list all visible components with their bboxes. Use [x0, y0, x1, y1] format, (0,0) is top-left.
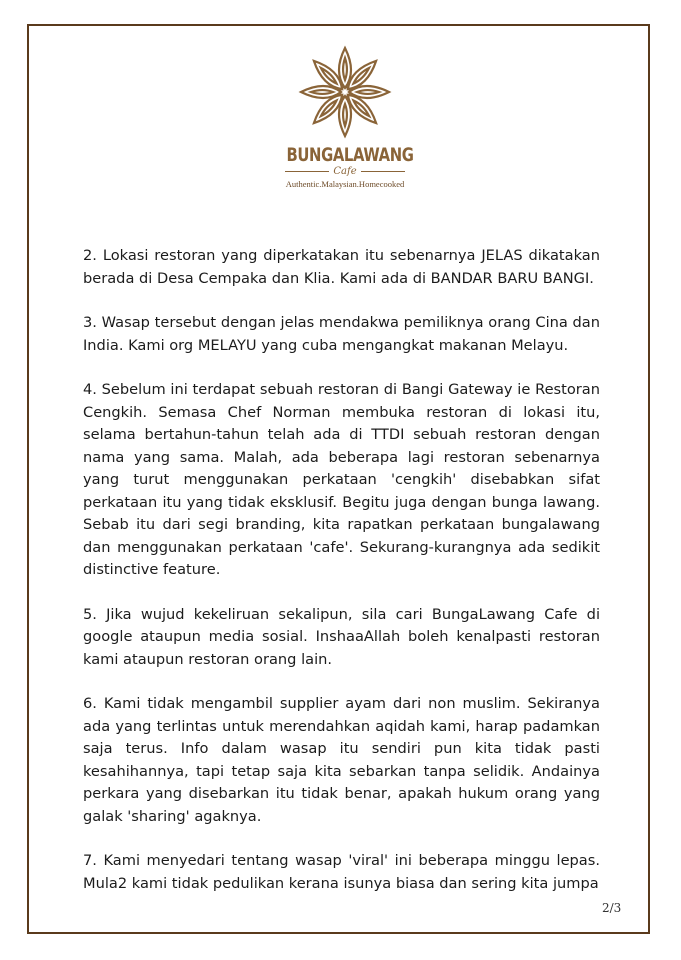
paragraph-4: 4. Sebelum ini terdapat sebuah restoran di Bangi Gateway ie Restoran Cengkih. Semasa Chef Norman membuka restoran di lokasi itu, selama bertahun-tahun telah ada di TTDI sebuah restoran dengan nama yang sama. Malah, ada beberapa lagi restoran sebenarnya yang turut menggunakan perkataan 'cengkih' disebabkan sifat perkataan itu yang tidak eksklusif. Begitu juga dengan bunga lawang. Sebab itu dari segi branding, kita rapatkan perkataan bungalawang dan menggunakan perkataan 'cafe'. Sekurang-kurangnya ada sedikit distinctive feature. — [83, 381, 600, 578]
brand-sub-row — [270, 166, 420, 177]
divider-line — [361, 171, 405, 172]
paragraph-3: 3. Wasap tersebut dengan jelas mendakwa pemiliknya orang Cina dan India. Kami org MELAYU yang cuba mengangkat makanan Melayu. — [83, 314, 600, 354]
brand-sub: Cafe — [333, 166, 357, 177]
divider-line — [285, 171, 329, 172]
star-anise-icon — [295, 44, 395, 140]
paragraph-5: 5. Jika wujud kekeliruan sekalipun, sila cari BungaLawang Cafe di google ataupun media sosial. InshaaAllah boleh kenalpasti restoran kami ataupun restoran orang lain. — [83, 605, 600, 668]
page-number: 2/3 — [602, 901, 622, 915]
brand-tagline: Authentic.Malaysian.Homecooked — [285, 179, 405, 189]
paragraph-6: 6. Kami tidak mengambil supplier ayam dari non muslim. Sekiranya ada yang terlintas untuk merendahkan aqidah kami, harap padamkan saja terus. Info dalam wasap itu sendiri pun kita tidak pasti kesahihannya, tapi tetap saja kita sebarkan tanpa selidik. Andainya perkara yang disebarkan itu tidak benar, apakah hukum orang yang galak 'sharing' agaknya. — [83, 695, 600, 825]
paragraph-7: 7. Kami menyedari tentang wasap 'viral' ini beberapa minggu lepas. Mula2 kami tidak pedulikan kerana isunya biasa dan sering kita jumpa — [83, 852, 600, 892]
brand-name: BUNGALAWANG — [286, 144, 414, 166]
document-body — [83, 245, 600, 917]
brand-logo — [270, 44, 420, 214]
paragraph-2: 2. Lokasi restoran yang diperkatakan itu sebenarnya JELAS dikatakan berada di Desa Cempaka dan Klia. Kami ada di BANDAR BARU BANGI. — [83, 247, 600, 287]
